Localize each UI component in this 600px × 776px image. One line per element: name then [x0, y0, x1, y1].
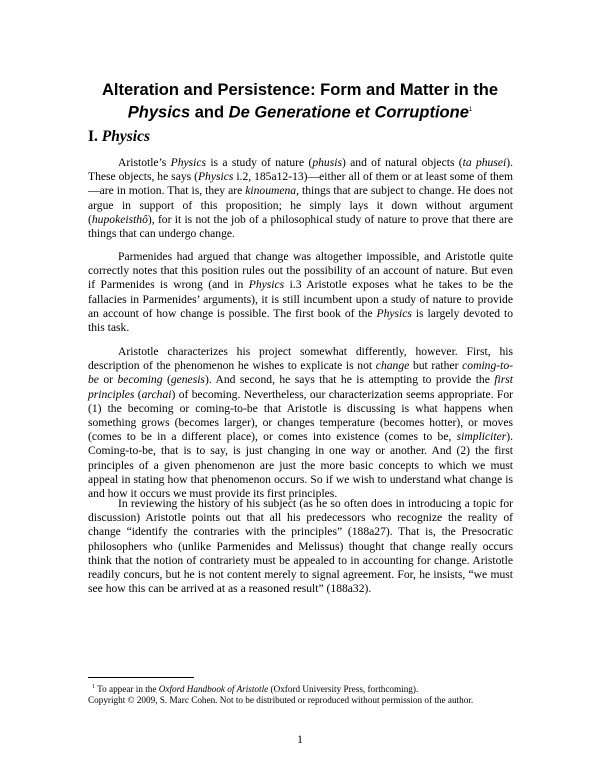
- footnote-text-before: To appear in the: [95, 684, 159, 695]
- footnote-text-after: (Oxford University Press, forthcoming).: [268, 684, 419, 695]
- italic-term: simpliciter: [456, 430, 507, 444]
- italic-term: Physics: [248, 278, 285, 292]
- paragraph-4: In reviewing the history of his subject (as he so often does in introducing a topic for discussion) Aristotle points out that all his predecessors who recognize the reality of change “identify the contraries with the principles” (188a27). That is, the Presocratic philosophers who (unlike Parmenides and Melissus) thought that change really occurs think that the notion of contrariety must be appealed to in accounting for change. Aristotle readily concurs, but he is not content merely to signal agreement. For, he insists, “we must see how this can be arrived at as a reasoned result” (188a32).: [88, 497, 513, 596]
- italic-term: change: [375, 359, 410, 373]
- italic-term: hupokeisthô: [91, 212, 148, 226]
- italic-term: Physics: [170, 156, 207, 169]
- italic-term: archai: [141, 387, 172, 401]
- page-number: 1: [297, 733, 303, 746]
- footnote-mark: 1: [92, 684, 95, 690]
- italic-term: Physics: [197, 170, 234, 184]
- italic-term: Physics: [376, 306, 412, 320]
- title-italic-de-generatione: De Generatione et Corruptione: [228, 103, 469, 122]
- section-heading: [88, 128, 150, 146]
- title-footnote-mark[interactable]: 1: [468, 107, 473, 113]
- paragraph-2: Parmenides had argued that change was altogether impossible, and Aristotle quite correctly notes that this position rules out the possibility of an account of nature. But even if Parmenides is wrong (and in Physics i.3 Aristotle exposes what he takes to be the fallacies in Parmenides’ arguments), it is still incumbent upon a study of nature to provide an account of how change is possible. The first book of the Physics is largely devoted to this task.: [88, 250, 513, 335]
- section-title: Physics: [101, 128, 151, 145]
- italic-term: becoming: [117, 373, 163, 387]
- title-italic-physics: Physics: [127, 103, 191, 122]
- section-number: I.: [88, 128, 102, 145]
- paragraph-1: Aristotle’s Physics is a study of nature (phusis) and of natural objects (ta phusei). These objects, he says (Physics i.2, 185a12-13)—either all of them or at least some of them—are in motion. That is, they are kinoumena, things that are subject to change. He does not argue in support of this proposition; he simply lays it down without argument (hupokeisthô), for it is not the job of a philosophical study of nature to prove that there are things that can undergo change.: [88, 156, 513, 241]
- paper-title-line-2: [60, 100, 540, 123]
- italic-term: genesis: [170, 373, 205, 387]
- footnote-1: [88, 681, 528, 695]
- footnote-book-title: Oxford Handbook of Aristotle: [158, 684, 269, 695]
- italic-term: phusis: [312, 156, 342, 169]
- italic-term: coming-to-be: [88, 359, 513, 387]
- copyright-notice: Copyright © 2009, S. Marc Cohen. Not to be distributed or reproduced without permission of the author.: [88, 695, 474, 705]
- paragraph-3: Aristotle characterizes his project somewhat differently, however. First, his description of the phenomenon he wishes to explicate is not change but rather coming-to-be or becoming (genesis). And second, he says that he is attempting to provide the first principles (archai) of becoming. Nevertheless, our characterization seems appropriate. For (1) the becoming or coming-to-be that Aristotle is discussing is what happens when something grows (becomes larger), or changes temperature (becomes hotter), or moves (comes to be in a different place), or comes into existence (comes to be, simpliciter). Coming-to-be, that is to say, is just changing in one way or another. And (2) the first principles of a given phenomenon are just the more basic concepts to which we must appeal in stating how that phenomenon occurs. So if we wish to understand what change is and how it occurs we must provide its first principles.: [88, 345, 513, 501]
- footnote-divider: [88, 677, 194, 678]
- title-conjunction: and: [190, 103, 229, 122]
- paper-title-line-1: Alteration and Persistence: Form and Matter in the: [101, 81, 499, 99]
- italic-term: ta phusei: [462, 156, 507, 169]
- italic-term: kinoumena: [245, 184, 297, 198]
- italic-term: first principles: [88, 373, 513, 401]
